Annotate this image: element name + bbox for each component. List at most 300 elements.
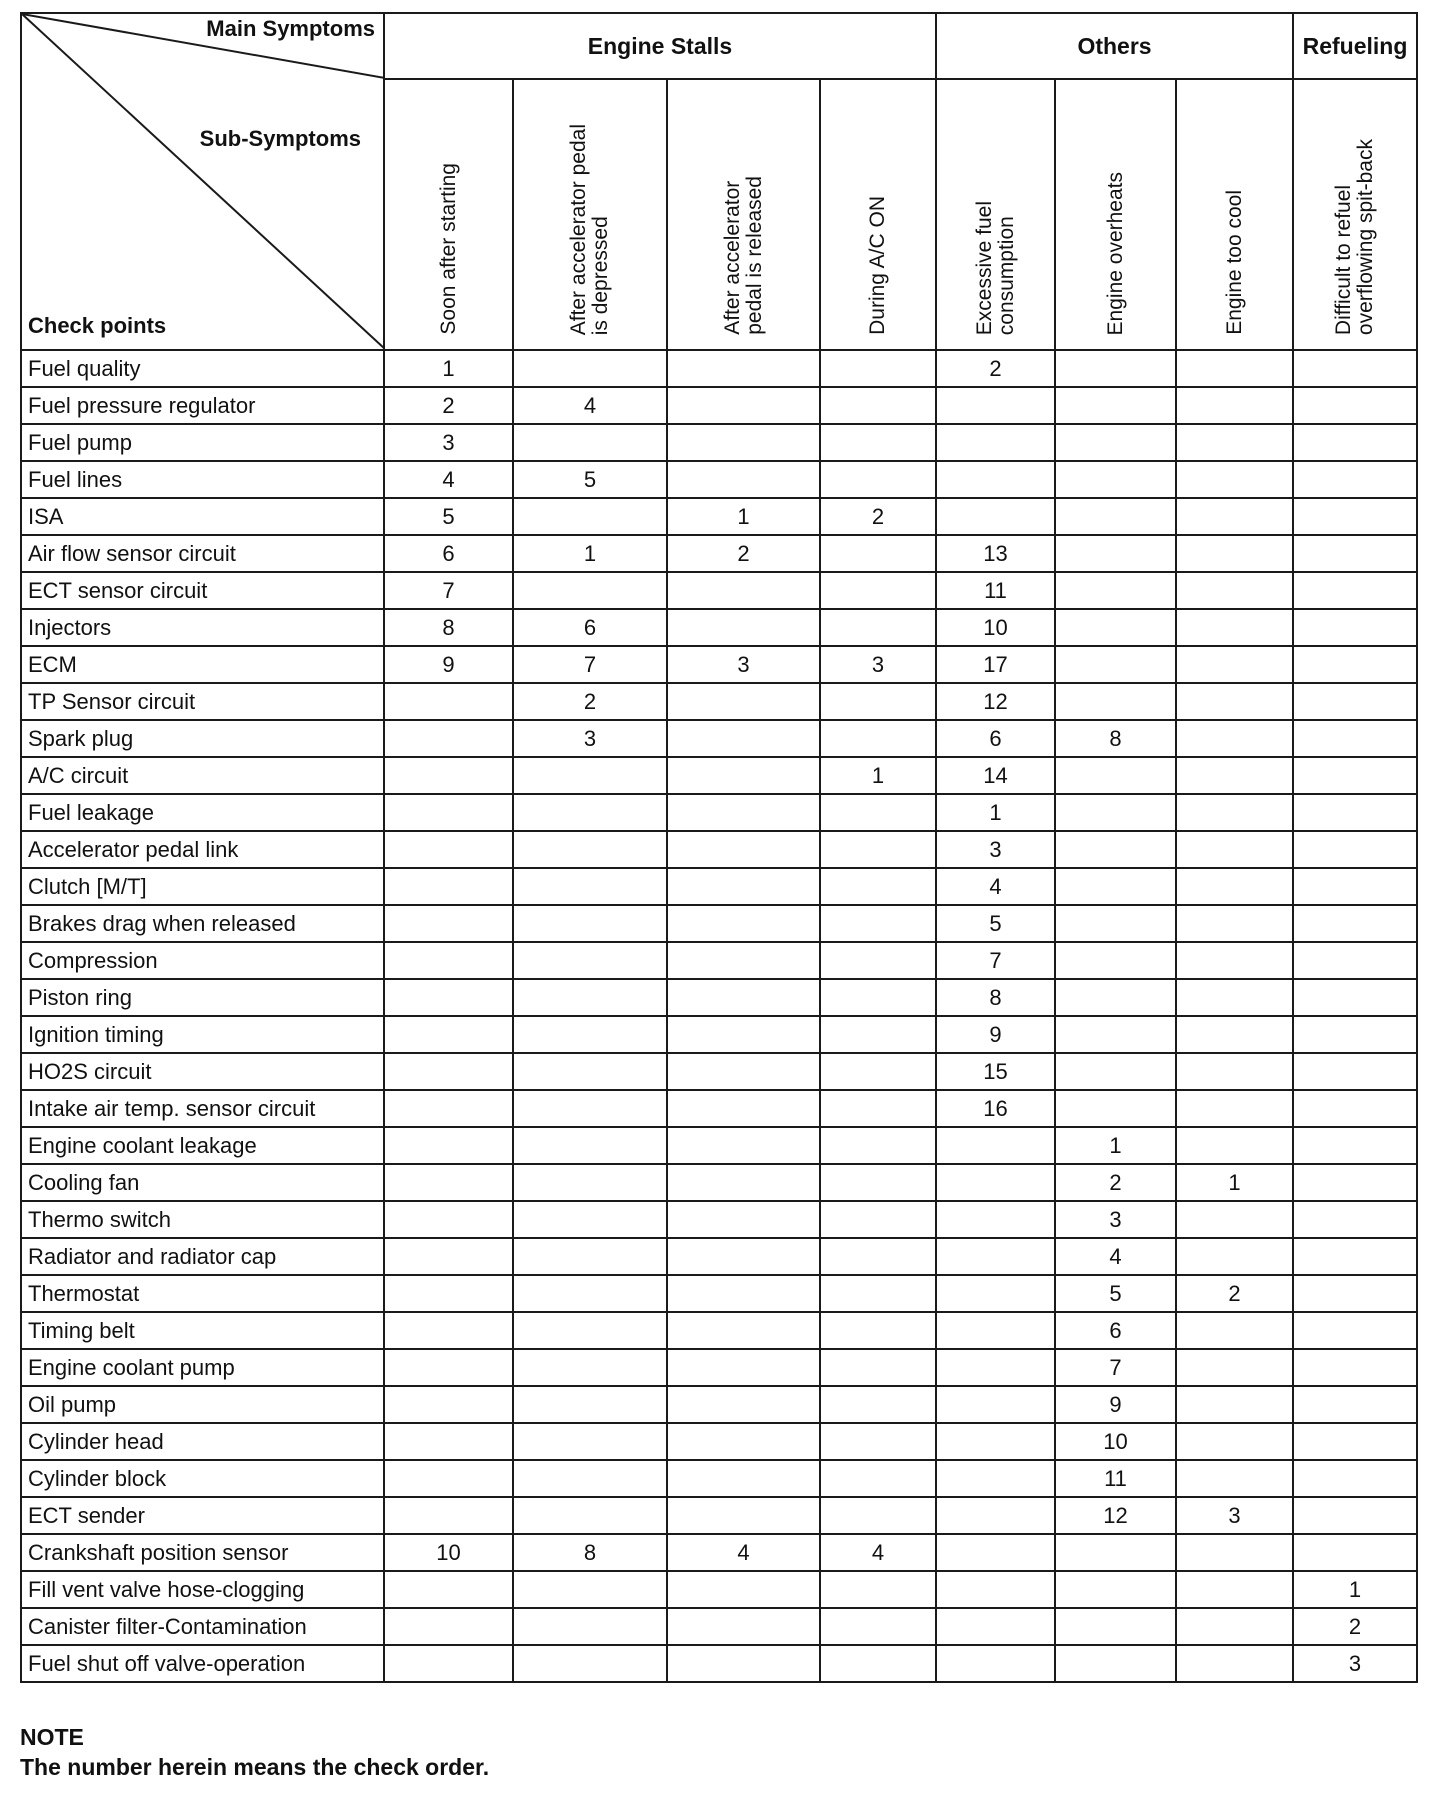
check-order-cell: 10: [384, 1534, 513, 1571]
check-order-cell: [384, 905, 513, 942]
table-row: [21, 1090, 1417, 1127]
check-order-cell: [1293, 609, 1417, 646]
check-order-cell: [513, 1053, 667, 1090]
check-point-name: ECT sender: [21, 1497, 384, 1534]
check-order-cell: 1: [820, 757, 936, 794]
check-order-cell: [1176, 1534, 1293, 1571]
check-order-cell: [820, 1275, 936, 1312]
check-order-cell: [1176, 646, 1293, 683]
table-row: [21, 1349, 1417, 1386]
check-point-name: Fuel shut off valve-operation: [21, 1645, 384, 1682]
check-order-cell: [1176, 1016, 1293, 1053]
check-order-cell: [820, 1386, 936, 1423]
check-order-cell: [667, 1275, 820, 1312]
table-row: [21, 387, 1417, 424]
check-order-cell: [1055, 979, 1176, 1016]
check-order-cell: 7: [936, 942, 1055, 979]
check-point-name: Thermo switch: [21, 1201, 384, 1238]
sub-symptom-label: Engine overheats: [1103, 171, 1127, 335]
check-order-cell: [820, 1127, 936, 1164]
check-order-cell: 8: [384, 609, 513, 646]
sub-symptom-header: [1293, 79, 1417, 350]
table-row: [21, 1460, 1417, 1497]
check-order-cell: 5: [1055, 1275, 1176, 1312]
check-order-cell: 1: [1293, 1571, 1417, 1608]
check-order-cell: [820, 1349, 936, 1386]
check-order-cell: [667, 1386, 820, 1423]
check-order-cell: [1293, 461, 1417, 498]
check-order-cell: [1055, 794, 1176, 831]
check-point-name: Oil pump: [21, 1386, 384, 1423]
check-point-name: Compression: [21, 942, 384, 979]
check-order-cell: [820, 831, 936, 868]
check-order-cell: [936, 1460, 1055, 1497]
check-order-cell: [1293, 1312, 1417, 1349]
check-order-cell: 4: [667, 1534, 820, 1571]
check-order-cell: [1176, 1608, 1293, 1645]
sub-symptom-label: During A/C ON: [866, 196, 889, 335]
check-order-cell: [820, 461, 936, 498]
check-order-cell: [513, 572, 667, 609]
check-order-cell: [513, 350, 667, 387]
check-order-cell: 13: [936, 535, 1055, 572]
check-order-cell: [1055, 535, 1176, 572]
check-order-cell: [1176, 1312, 1293, 1349]
check-order-cell: [1055, 646, 1176, 683]
check-order-cell: [384, 1497, 513, 1534]
sub-symptom-header: [1176, 79, 1293, 350]
check-order-cell: [384, 1275, 513, 1312]
check-order-cell: [1293, 1349, 1417, 1386]
table-row: [21, 1127, 1417, 1164]
check-order-cell: [667, 1238, 820, 1275]
check-order-cell: [936, 1164, 1055, 1201]
check-order-cell: 6: [513, 609, 667, 646]
table-row: [21, 1164, 1417, 1201]
check-order-cell: 10: [936, 609, 1055, 646]
check-order-cell: 4: [384, 461, 513, 498]
check-order-cell: [1176, 461, 1293, 498]
check-order-cell: [1293, 1423, 1417, 1460]
check-order-cell: 8: [936, 979, 1055, 1016]
check-order-cell: [1055, 868, 1176, 905]
check-order-cell: [1055, 757, 1176, 794]
check-order-cell: [667, 1164, 820, 1201]
check-order-cell: [820, 868, 936, 905]
check-order-cell: [384, 1423, 513, 1460]
check-order-cell: [1055, 905, 1176, 942]
check-order-cell: [667, 794, 820, 831]
header-corner-cell: [21, 13, 384, 350]
table-row: [21, 1238, 1417, 1275]
table-row: [21, 1571, 1417, 1608]
check-order-cell: [1293, 1016, 1417, 1053]
check-order-cell: [384, 1238, 513, 1275]
check-order-cell: [1176, 1201, 1293, 1238]
check-order-cell: [1055, 1608, 1176, 1645]
check-order-cell: [513, 868, 667, 905]
check-order-cell: [1293, 868, 1417, 905]
sub-symptom-header: [384, 79, 513, 350]
check-order-cell: [384, 831, 513, 868]
check-order-cell: 2: [936, 350, 1055, 387]
check-order-cell: [1293, 942, 1417, 979]
check-order-cell: [1293, 1238, 1417, 1275]
check-order-cell: 1: [1055, 1127, 1176, 1164]
table-row: [21, 1201, 1417, 1238]
check-point-name: A/C circuit: [21, 757, 384, 794]
check-order-cell: [1293, 387, 1417, 424]
table-row: [21, 572, 1417, 609]
check-order-cell: [667, 1090, 820, 1127]
check-order-cell: 6: [936, 720, 1055, 757]
sub-symptom-label: After accelerator pedal is released: [720, 176, 766, 335]
check-order-cell: [936, 1312, 1055, 1349]
main-symptom-others: Others: [936, 13, 1293, 79]
check-order-cell: [667, 1608, 820, 1645]
check-order-cell: [1176, 1460, 1293, 1497]
check-point-name: Clutch [M/T]: [21, 868, 384, 905]
check-order-cell: [384, 1090, 513, 1127]
check-point-name: Radiator and radiator cap: [21, 1238, 384, 1275]
check-order-cell: 16: [936, 1090, 1055, 1127]
check-order-cell: 14: [936, 757, 1055, 794]
check-order-cell: 8: [1055, 720, 1176, 757]
check-order-cell: [936, 1238, 1055, 1275]
check-order-cell: [384, 868, 513, 905]
check-order-cell: [1055, 350, 1176, 387]
check-order-cell: [820, 535, 936, 572]
table-row: [21, 1423, 1417, 1460]
check-order-cell: [667, 720, 820, 757]
sub-symptoms-label: Sub-Symptoms: [199, 126, 361, 151]
check-order-cell: [1293, 757, 1417, 794]
check-order-cell: [667, 1016, 820, 1053]
check-order-cell: [1176, 424, 1293, 461]
table-row: [21, 535, 1417, 572]
check-order-cell: [384, 1016, 513, 1053]
check-order-cell: [1293, 646, 1417, 683]
check-order-cell: [820, 1090, 936, 1127]
check-order-cell: [513, 1460, 667, 1497]
check-order-cell: [820, 1497, 936, 1534]
table-row: [21, 868, 1417, 905]
check-order-cell: 1: [384, 350, 513, 387]
check-order-cell: [667, 424, 820, 461]
check-order-cell: [1176, 1127, 1293, 1164]
check-order-cell: 1: [1176, 1164, 1293, 1201]
check-order-cell: [936, 1201, 1055, 1238]
check-point-name: Ignition timing: [21, 1016, 384, 1053]
check-order-cell: [1293, 1460, 1417, 1497]
check-order-cell: [1055, 1016, 1176, 1053]
table-row: [21, 720, 1417, 757]
check-order-cell: [936, 1645, 1055, 1682]
check-order-cell: [1055, 1053, 1176, 1090]
check-order-cell: [936, 1497, 1055, 1534]
check-order-cell: [820, 683, 936, 720]
check-order-cell: [1055, 461, 1176, 498]
check-order-cell: [384, 1127, 513, 1164]
check-order-cell: [820, 794, 936, 831]
check-order-cell: [384, 1349, 513, 1386]
check-point-name: Fuel pressure regulator: [21, 387, 384, 424]
table-row: [21, 350, 1417, 387]
check-order-cell: [1293, 1201, 1417, 1238]
check-order-cell: 9: [1055, 1386, 1176, 1423]
check-order-cell: [1293, 1497, 1417, 1534]
check-order-cell: [1055, 572, 1176, 609]
table-row: [21, 424, 1417, 461]
check-order-cell: [1055, 942, 1176, 979]
table-row: [21, 1312, 1417, 1349]
check-order-cell: [820, 609, 936, 646]
check-order-cell: [936, 461, 1055, 498]
check-order-cell: 4: [513, 387, 667, 424]
check-order-cell: [667, 757, 820, 794]
check-order-cell: [1293, 350, 1417, 387]
check-order-cell: [384, 757, 513, 794]
check-order-cell: [513, 1571, 667, 1608]
table-row: [21, 1534, 1417, 1571]
sub-symptom-label: Engine too cool: [1222, 190, 1246, 335]
check-point-name: HO2S circuit: [21, 1053, 384, 1090]
check-order-cell: [513, 1349, 667, 1386]
check-order-cell: [513, 1608, 667, 1645]
check-point-name: ISA: [21, 498, 384, 535]
check-order-cell: [513, 794, 667, 831]
check-order-cell: [1176, 1053, 1293, 1090]
table-row: [21, 794, 1417, 831]
check-order-cell: [1176, 979, 1293, 1016]
check-point-name: Thermostat: [21, 1275, 384, 1312]
check-order-cell: [1055, 609, 1176, 646]
table-row: [21, 757, 1417, 794]
check-order-cell: [513, 831, 667, 868]
table-row: [21, 905, 1417, 942]
check-order-cell: 3: [1176, 1497, 1293, 1534]
table-row: [21, 461, 1417, 498]
check-order-cell: [667, 905, 820, 942]
check-order-cell: [384, 720, 513, 757]
check-order-cell: 12: [936, 683, 1055, 720]
check-order-cell: [513, 1645, 667, 1682]
main-symptom-engine-stalls: Engine Stalls: [384, 13, 936, 79]
check-point-name: Fuel pump: [21, 424, 384, 461]
check-order-cell: [513, 1386, 667, 1423]
check-point-name: Piston ring: [21, 979, 384, 1016]
check-order-cell: 4: [820, 1534, 936, 1571]
check-order-cell: 2: [513, 683, 667, 720]
check-point-name: Fuel lines: [21, 461, 384, 498]
check-order-cell: 17: [936, 646, 1055, 683]
table-row: [21, 1275, 1417, 1312]
check-order-cell: [1293, 535, 1417, 572]
check-point-name: TP Sensor circuit: [21, 683, 384, 720]
check-point-name: Crankshaft position sensor: [21, 1534, 384, 1571]
check-order-cell: [820, 905, 936, 942]
check-order-cell: 2: [1293, 1608, 1417, 1645]
check-order-cell: [1176, 1423, 1293, 1460]
check-order-cell: 7: [513, 646, 667, 683]
check-order-cell: [667, 572, 820, 609]
check-order-cell: 3: [384, 424, 513, 461]
check-order-cell: [513, 1127, 667, 1164]
check-order-cell: [1176, 868, 1293, 905]
check-order-cell: [820, 350, 936, 387]
check-order-cell: [1055, 683, 1176, 720]
check-order-cell: [667, 683, 820, 720]
check-order-cell: [936, 1275, 1055, 1312]
check-order-cell: [936, 1127, 1055, 1164]
check-order-cell: 10: [1055, 1423, 1176, 1460]
check-order-cell: [667, 1201, 820, 1238]
check-order-cell: [513, 1238, 667, 1275]
note-block: [20, 1722, 489, 1782]
check-order-cell: [1293, 720, 1417, 757]
check-order-cell: 4: [1055, 1238, 1176, 1275]
check-order-cell: 3: [1055, 1201, 1176, 1238]
check-order-cell: [1055, 1534, 1176, 1571]
table-row: [21, 1497, 1417, 1534]
check-order-cell: [1176, 1386, 1293, 1423]
check-order-cell: [820, 1571, 936, 1608]
table-row: [21, 683, 1417, 720]
check-order-cell: [513, 757, 667, 794]
check-point-name: ECT sensor circuit: [21, 572, 384, 609]
check-order-cell: [936, 1349, 1055, 1386]
check-order-cell: 1: [667, 498, 820, 535]
check-order-cell: [1176, 572, 1293, 609]
check-order-cell: [1176, 794, 1293, 831]
check-order-cell: 2: [820, 498, 936, 535]
check-order-cell: [667, 1571, 820, 1608]
troubleshooting-page: [20, 12, 1416, 1683]
check-order-cell: [384, 1460, 513, 1497]
check-order-cell: [384, 942, 513, 979]
check-order-cell: [384, 683, 513, 720]
check-order-cell: [384, 1053, 513, 1090]
check-order-cell: [820, 1164, 936, 1201]
check-order-cell: [1293, 794, 1417, 831]
note-title: NOTE: [20, 1724, 84, 1750]
check-order-cell: [1055, 1645, 1176, 1682]
sub-symptom-header: [936, 79, 1055, 350]
check-point-name: Engine coolant pump: [21, 1349, 384, 1386]
check-order-cell: 5: [513, 461, 667, 498]
table-row: [21, 979, 1417, 1016]
check-order-cell: [820, 942, 936, 979]
check-order-cell: [820, 1312, 936, 1349]
check-order-cell: [667, 1460, 820, 1497]
check-order-cell: 12: [1055, 1497, 1176, 1534]
check-point-name: Intake air temp. sensor circuit: [21, 1090, 384, 1127]
check-order-cell: [936, 387, 1055, 424]
check-order-cell: 9: [384, 646, 513, 683]
check-order-cell: 3: [820, 646, 936, 683]
check-order-cell: [1176, 720, 1293, 757]
check-order-cell: [820, 720, 936, 757]
check-order-cell: [667, 1312, 820, 1349]
check-order-cell: 7: [384, 572, 513, 609]
check-order-cell: [667, 1053, 820, 1090]
check-order-cell: [1176, 831, 1293, 868]
check-order-cell: [1176, 1090, 1293, 1127]
check-order-cell: 4: [936, 868, 1055, 905]
check-point-name: Fuel leakage: [21, 794, 384, 831]
check-order-cell: [513, 1090, 667, 1127]
check-point-name: Brakes drag when released: [21, 905, 384, 942]
table-row: [21, 609, 1417, 646]
check-order-cell: [820, 1238, 936, 1275]
check-order-cell: [1293, 1127, 1417, 1164]
check-order-cell: [667, 831, 820, 868]
check-order-cell: [513, 1164, 667, 1201]
table-row: [21, 1016, 1417, 1053]
check-order-cell: [667, 1645, 820, 1682]
check-order-cell: [384, 979, 513, 1016]
main-symptom-refueling: Refueling: [1293, 13, 1417, 79]
check-order-cell: [1176, 757, 1293, 794]
check-order-cell: [820, 1016, 936, 1053]
check-order-cell: [667, 1423, 820, 1460]
check-order-cell: 11: [1055, 1460, 1176, 1497]
check-order-cell: 3: [667, 646, 820, 683]
table-row: [21, 1053, 1417, 1090]
check-order-cell: 6: [384, 535, 513, 572]
check-order-cell: [667, 942, 820, 979]
check-order-cell: [1293, 1386, 1417, 1423]
check-order-cell: 1: [513, 535, 667, 572]
check-order-cell: 15: [936, 1053, 1055, 1090]
sub-symptom-header: [513, 79, 667, 350]
check-order-cell: 3: [936, 831, 1055, 868]
check-order-cell: [1293, 1275, 1417, 1312]
check-order-cell: [384, 1201, 513, 1238]
check-order-cell: [1176, 1645, 1293, 1682]
check-point-name: Air flow sensor circuit: [21, 535, 384, 572]
check-order-cell: [513, 1016, 667, 1053]
check-order-cell: [667, 461, 820, 498]
sub-symptom-header: [820, 79, 936, 350]
table-row: [21, 1645, 1417, 1682]
check-order-cell: [513, 1423, 667, 1460]
check-point-name: Cooling fan: [21, 1164, 384, 1201]
check-order-cell: [1055, 1090, 1176, 1127]
check-order-cell: [1176, 905, 1293, 942]
check-order-cell: [513, 979, 667, 1016]
check-order-cell: [820, 1645, 936, 1682]
check-order-cell: 7: [1055, 1349, 1176, 1386]
check-point-name: Cylinder head: [21, 1423, 384, 1460]
sub-symptom-header: [1055, 79, 1176, 350]
check-order-cell: [513, 942, 667, 979]
check-order-cell: [936, 1386, 1055, 1423]
check-order-cell: [936, 1534, 1055, 1571]
check-order-cell: [667, 868, 820, 905]
check-order-cell: [1176, 1238, 1293, 1275]
check-order-cell: [1176, 609, 1293, 646]
corner-diagonals: [22, 14, 385, 349]
check-order-cell: [820, 1423, 936, 1460]
check-point-name: ECM: [21, 646, 384, 683]
check-order-cell: [384, 1312, 513, 1349]
table-row: [21, 646, 1417, 683]
main-symptoms-label: Main Symptoms: [206, 16, 375, 41]
check-order-cell: [1176, 1571, 1293, 1608]
sub-symptom-label: Soon after starting: [436, 163, 460, 335]
check-order-cell: [667, 350, 820, 387]
